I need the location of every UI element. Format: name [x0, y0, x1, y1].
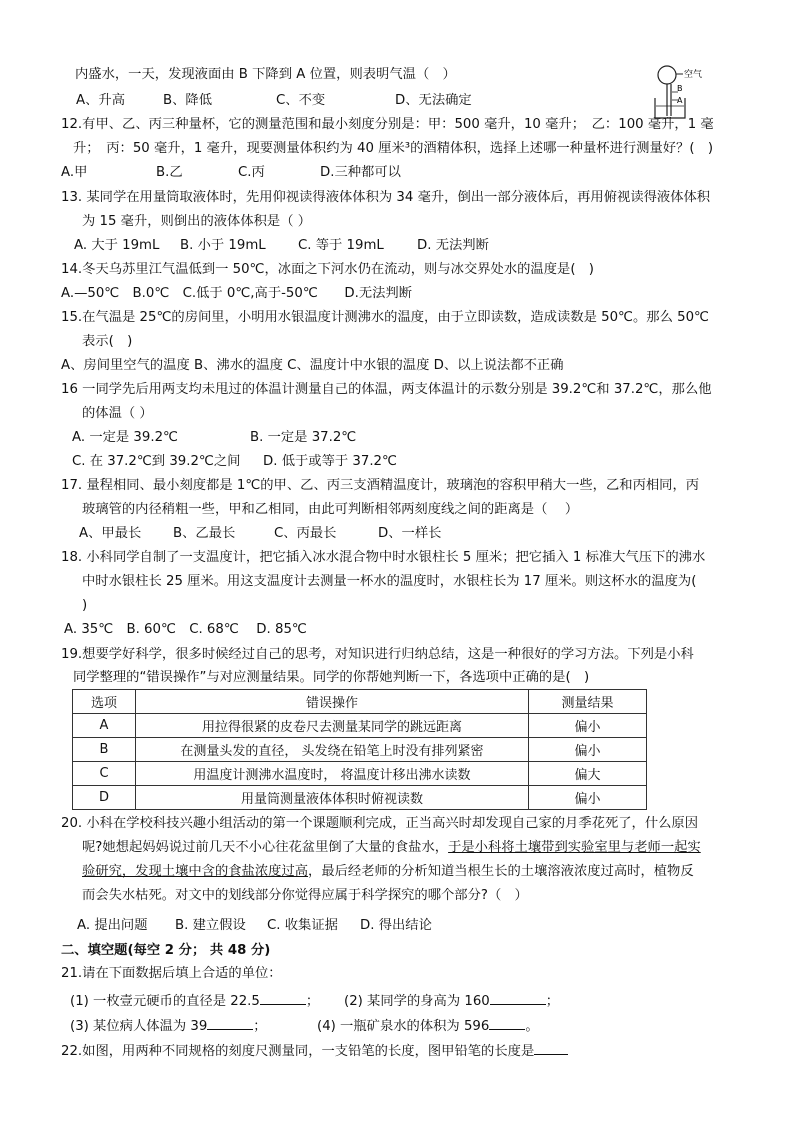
q20-line2-part1: 呢?她想起妈妈说过前几天不小心往花盆里倒了大量的食盐水，	[82, 840, 449, 855]
q21-blank-1[interactable]	[260, 990, 306, 1005]
q22-blank[interactable]	[534, 1040, 568, 1055]
q20-option-b: B. 建立假设	[175, 918, 246, 933]
q16-option-a: A. 一定是 39.2℃	[72, 430, 178, 445]
q21-item-2	[344, 990, 559, 1011]
table-row	[73, 738, 647, 762]
q20-line2	[82, 839, 701, 857]
error-operations-table	[72, 689, 647, 810]
table-cell: 偏小	[529, 786, 647, 810]
table-row	[73, 714, 647, 738]
q15-options: A、房间里空气的温度 B、沸水的温度 C、温度计中水银的温度 D、以上说法都不正确	[61, 358, 564, 373]
q20-line4: 而会失水枯死。对文中的划线部分你觉得应属于科学探究的哪个部分?（ ）	[82, 888, 528, 903]
table-row	[73, 786, 647, 810]
q16-line1: 16 一同学先后用两支均未甩过的体温计测量自己的体温，两支体温计的示数分别是 39.2℃和 37.2℃，那么他	[61, 382, 712, 397]
q17-option-c: C、丙最长	[274, 526, 337, 541]
q22-text-body: 22.如图，用两种不同规格的刻度尺测量同，一支铅笔的长度，图甲铅笔的长度是	[61, 1044, 535, 1059]
table-header-row	[73, 690, 647, 714]
q13-option-a: A. 大于 19mL	[74, 238, 160, 253]
q11-option-d: D、无法确定	[395, 93, 472, 108]
q11-option-b: B、降低	[163, 93, 213, 108]
q20-option-c: C. 收集证据	[267, 918, 338, 933]
b-label: B	[677, 84, 683, 93]
q21-blank-4[interactable]	[489, 1015, 525, 1030]
air-label: 空气	[684, 70, 703, 80]
table-header-cell: 选项	[73, 690, 136, 714]
q18-options: A. 35℃ B. 60℃ C. 68℃ D. 85℃	[64, 622, 307, 637]
table-cell: 偏小	[529, 738, 647, 762]
q21-item-1-end: ；	[305, 994, 320, 1009]
q12-option-c: C.丙	[238, 165, 265, 180]
table-cell: C	[73, 762, 136, 786]
q12-option-b: B.乙	[156, 165, 183, 180]
q19-line1: 19.想要学好科学，很多时候经过自己的思考，对知识进行归纳总结，这是一种很好的学习方法。下列是小科	[61, 647, 694, 662]
q12-option-d: D.三种都可以	[320, 165, 401, 180]
q14-text: 14.冬天乌苏里江气温低到一 50℃，冰面之下河水仍在流动，则与冰交界处水的温度是( )	[61, 262, 594, 277]
q20-underlined-text: 验研究，发现土壤中含的食盐浓度过高	[82, 864, 309, 879]
q13-option-d: D. 无法判断	[417, 238, 489, 253]
q21-blank-2[interactable]	[490, 990, 546, 1005]
q20-underlined-text: 于是小科将土壤带到实验室里与老师一起实	[448, 840, 701, 855]
table-row	[73, 762, 647, 786]
q20-line3-part2: ，最后经老师的分析知道当根生长的土壤溶液浓度过高时，植物反	[308, 864, 694, 879]
q11-option-a: A、升高	[76, 93, 125, 108]
q17-option-b: B、乙最长	[173, 526, 236, 541]
q21-item-3-text: (3) 某位病人体温为 39	[70, 1019, 208, 1034]
q12-option-a: A.甲	[61, 165, 88, 180]
q21-item-1	[70, 990, 319, 1011]
q16-option-b: B. 一定是 37.2℃	[250, 430, 357, 445]
q20-line1: 20. 小科在学校科技兴趣小组活动的第一个课题顺利完成，正当高兴时却发现自己家的月季花死了，什么原因	[61, 816, 699, 831]
q21-blank-3[interactable]	[207, 1015, 253, 1030]
table-cell: 偏小	[529, 714, 647, 738]
q21-item-4	[317, 1015, 539, 1036]
table-header-cell: 测量结果	[529, 690, 647, 714]
q21-text: 21.请在下面数据后填上合适的单位：	[61, 966, 282, 981]
q13-line2: 为 15 毫升，则倒出的液体体积是（ ）	[82, 214, 312, 229]
q17-option-a: A、甲最长	[79, 526, 142, 541]
q13-line1: 13. 某同学在用量筒取液体时，先用仰视读得液体体积为 34 毫升，倒出一部分液体后，再用俯视读得液体体积	[61, 190, 711, 205]
table-cell: D	[73, 786, 136, 810]
q14-options: A.—50℃ B.0℃ C.低于 0℃,高于-50℃ D.无法判断	[61, 286, 413, 301]
table-cell: 用量筒测量液体体积时俯视读数	[136, 786, 529, 810]
q16-option-c: C. 在 37.2℃到 39.2℃之间	[72, 454, 241, 469]
q21-item-2-text: (2) 某同学的身高为 160	[344, 994, 490, 1009]
a-label: A	[677, 96, 683, 105]
q16-line2: 的体温（ ）	[82, 406, 153, 421]
q22-text	[61, 1040, 568, 1061]
q21-item-4-end: 。	[525, 1019, 539, 1034]
q13-option-c: C. 等于 19mL	[298, 238, 384, 253]
q20-line3	[82, 863, 694, 881]
q20-option-d: D. 得出结论	[360, 918, 432, 933]
q11-option-c: C、不变	[276, 93, 326, 108]
q21-item-1-text: (1) 一枚壹元硬币的直径是 22.5	[70, 994, 260, 1009]
table-cell: 偏大	[529, 762, 647, 786]
q13-option-b: B. 小于 19mL	[180, 238, 266, 253]
section-heading: 二、填空题(每空 2 分； 共 48 分)	[61, 943, 271, 958]
q17-line2: 玻璃管的内径稍粗一些，甲和乙相同，由此可判断相邻两刻度线之间的距离是（ ）	[82, 502, 579, 517]
q15-line1: 15.在气温是 25℃的房间里，小明用水银温度计测沸水的温度，由于立即读数，造成读数是 50℃。那么 50℃	[61, 310, 709, 325]
table-cell: 在测量头发的直径， 头发绕在铅笔上时没有排列紧密	[136, 738, 529, 762]
table-header-cell: 错误操作	[136, 690, 529, 714]
q16-option-d: D. 低于或等于 37.2℃	[263, 454, 397, 469]
q12-line1: 12.有甲、乙、丙三种量杯，它的测量范围和最小刻度分别是：甲：500 毫升，10 毫升； 乙：100 毫升，1 毫	[61, 117, 714, 132]
q18-line2: 中时水银柱长 25 厘米。用这支温度计去测量一杯水的温度时，水银柱长为 17 厘米。则这杯水的温度为(	[82, 574, 697, 589]
q17-option-d: D、一样长	[378, 526, 442, 541]
thermoscope-figure	[645, 62, 715, 120]
q17-line1: 17. 量程相同、最小刻度都是 1℃的甲、乙、丙三支酒精温度计，玻璃泡的容积甲稍大一些，乙和丙相同，丙	[61, 478, 700, 493]
q12-line2: 升； 丙：50 毫升，1 毫升，现要测量体积约为 40 厘米³的酒精体积，选择上述哪一种量杯进行测量好？( )	[73, 141, 714, 156]
q11-text: 内盛水，一天，发现液面由 B 下降到 A 位置，则表明气温（ ）	[75, 67, 456, 82]
table-cell: 用温度计测沸水温度时， 将温度计移出沸水读数	[136, 762, 529, 786]
q18-line1: 18. 小科同学自制了一支温度计，把它插入冰水混合物中时水银柱长 5 厘米；把它插入 1 标准大气压下的沸水	[61, 550, 706, 565]
q15-line2: 表示( )	[82, 334, 133, 349]
table-cell: A	[73, 714, 136, 738]
q21-item-4-text: (4) 一瓶矿泉水的体积为 596	[317, 1019, 490, 1034]
q21-item-3-end: ；	[253, 1019, 267, 1034]
table-cell: 用拉得很紧的皮卷尺去测量某同学的跳远距离	[136, 714, 529, 738]
q20-option-a: A. 提出问题	[77, 918, 148, 933]
q21-item-2-end: ；	[545, 994, 560, 1009]
q19-line2: 同学整理的“错误操作”与对应测量结果。同学的你帮她判断一下，各选项中正确的是( )	[73, 670, 590, 685]
q21-item-3	[70, 1015, 267, 1036]
table-cell: B	[73, 738, 136, 762]
q18-line3: )	[82, 598, 88, 613]
